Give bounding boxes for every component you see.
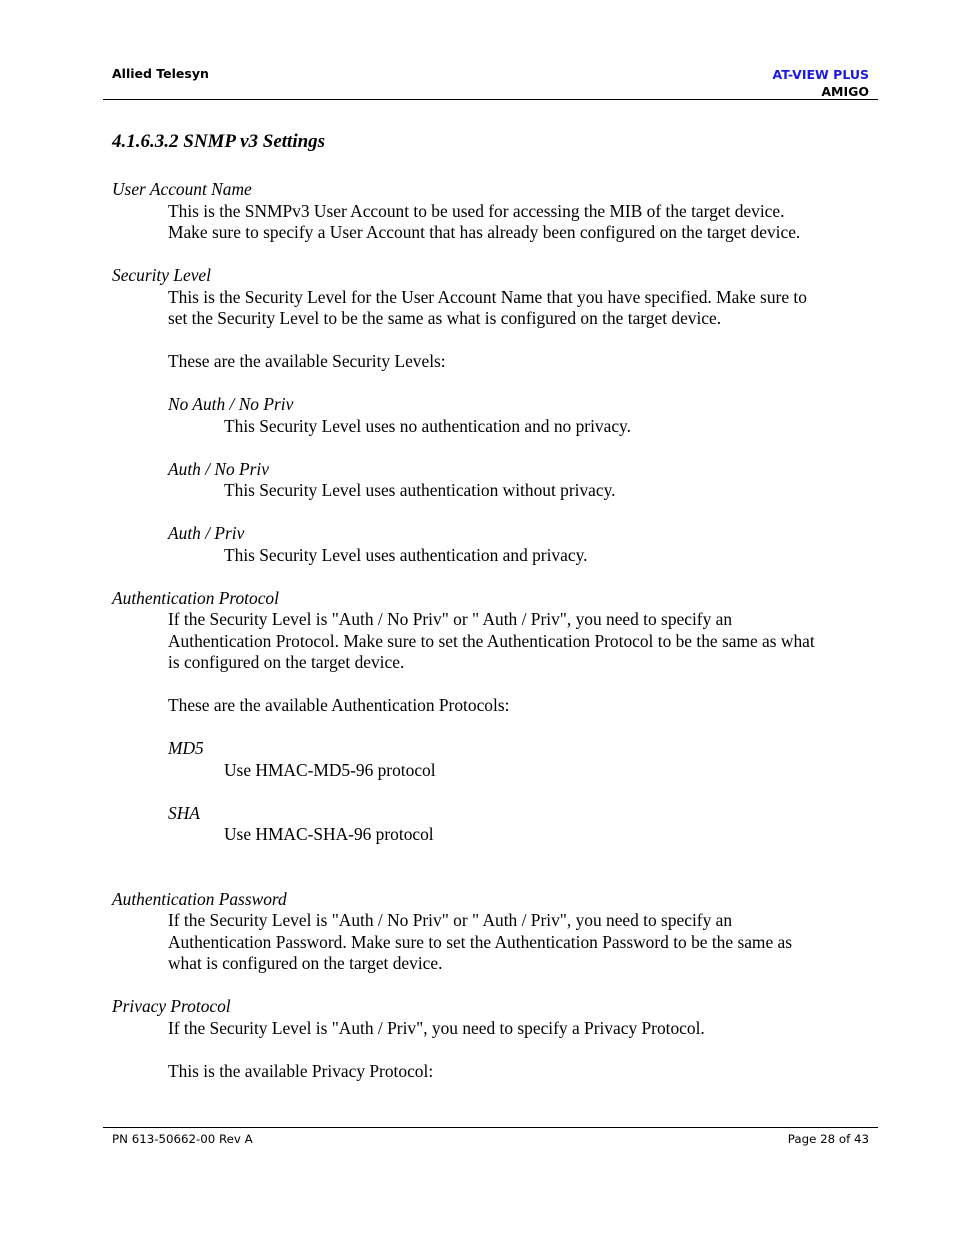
option-term: Auth / No Priv: [168, 458, 269, 479]
option-desc: Use HMAC-SHA-96 protocol: [224, 824, 434, 844]
term-privacy-protocol: Privacy Protocol: [112, 996, 231, 1016]
option-desc: This Security Level uses authentication and privacy.: [224, 544, 588, 565]
term-user-account-name: User Account Name: [112, 179, 252, 199]
option-desc: This Security Level uses authentication without privacy.: [224, 480, 616, 500]
auth-password-line-3: what is configured on the target device.: [168, 953, 443, 973]
option-desc: Use HMAC-MD5-96 protocol: [224, 759, 436, 780]
header-product: AT-VIEW PLUS: [772, 67, 869, 82]
header-module: AMIGO: [821, 84, 869, 99]
auth-protocols-intro: These are the available Authentication Protocols:: [168, 695, 510, 715]
auth-protocol-line-3: is configured on the target device.: [168, 652, 405, 672]
user-account-line-2: Make sure to specify a User Account that has already been configured on the target device.: [168, 222, 801, 242]
auth-protocol-line-2: Authentication Protocol. Make sure to set the Authentication Protocol to be the same as what: [168, 630, 815, 651]
security-level-option: [168, 523, 872, 566]
option-term: Auth / Priv: [168, 523, 245, 543]
term-security-level: Security Level: [112, 265, 211, 285]
footer-part-number: PN 613-50662-00 Rev A: [112, 1132, 253, 1146]
privacy-protocol-line-1: If the Security Level is "Auth / Priv", you need to specify a Privacy Protocol.: [168, 1017, 705, 1038]
term-authentication-protocol: Authentication Protocol: [112, 587, 279, 608]
security-level-line-1: This is the Security Level for the User Account Name that you have specified. Make sure to: [168, 286, 807, 307]
option-term: MD5: [168, 738, 204, 758]
footer-page-number: Page 28 of 43: [787, 1132, 869, 1146]
security-level-option: [168, 459, 872, 502]
footer-rule: [103, 1127, 878, 1128]
header-rule: [103, 99, 878, 100]
option-term: No Auth / No Priv: [168, 394, 294, 414]
auth-password-line-1: If the Security Level is "Auth / No Priv" or " Auth / Priv", you need to specify an: [168, 910, 733, 930]
security-levels-intro: These are the available Security Levels:: [168, 351, 446, 371]
option-term: SHA: [168, 802, 200, 823]
security-level-option: [168, 394, 872, 437]
auth-protocol-option: [168, 738, 872, 781]
auth-protocol-option: [168, 803, 872, 846]
option-desc: This Security Level uses no authentication and no privacy.: [224, 415, 631, 436]
auth-password-line-2: Authentication Password. Make sure to set the Authentication Password to be the same as: [168, 931, 793, 952]
user-account-line-1: This is the SNMPv3 User Account to be used for accessing the MIB of the target device.: [168, 200, 785, 221]
section-title: 4.1.6.3.2 SNMP v3 Settings: [112, 131, 326, 152]
privacy-protocol-intro: This is the available Privacy Protocol:: [168, 1060, 434, 1081]
auth-protocol-line-1: If the Security Level is "Auth / No Priv" or " Auth / Priv", you need to specify an: [168, 609, 733, 629]
term-authentication-password: Authentication Password: [112, 888, 287, 909]
document-body: [112, 179, 872, 1082]
security-level-line-2: set the Security Level to be the same as what is configured on the target device.: [168, 308, 722, 328]
header-product-block: [772, 66, 869, 100]
header-company: Allied Telesyn: [112, 66, 209, 81]
